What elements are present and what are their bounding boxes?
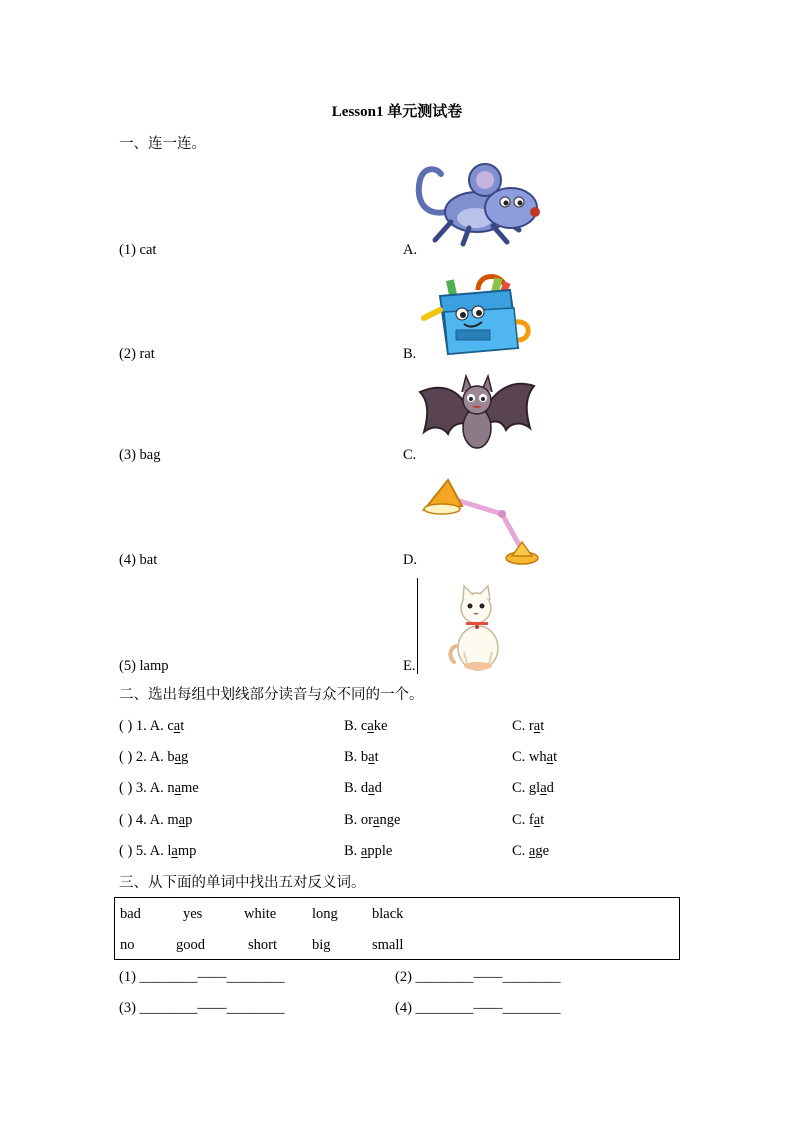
match-word-3: (3) bag [119,447,161,463]
answer-blank-2[interactable]: (2) ________——________ [395,969,561,985]
word-black: black [372,906,404,922]
word-small: small [372,937,404,953]
question-2-option-a-label: ( ) 2. A. [119,749,168,765]
underlined-letter: a [174,780,182,796]
word-long: long [312,906,338,922]
match-word-2: (2) rat [119,346,155,362]
underlined-letter: a [546,749,554,765]
word-bad: bad [120,906,141,922]
word-part: ke [373,718,388,734]
underlined-letter: a [368,780,375,796]
underlined-letter: a [173,718,181,734]
word-no: no [120,937,135,953]
underlined-letter: a [178,812,186,828]
word-part: c [360,718,368,734]
word-white: white [244,906,277,922]
match-letter-d: D. [403,552,418,568]
question-2-option-b [344,748,379,766]
word-part: t [540,812,545,828]
question-3-option-b [344,779,382,797]
word-part: d [546,780,554,796]
word-big: big [312,937,331,953]
question-5-option-b [344,842,392,860]
divider-line [417,578,418,674]
match-letter-b: B. [403,346,417,362]
question-1-option-c-label: C. [512,718,529,734]
bat-picture [418,372,536,460]
underlined-letter: a [360,843,368,859]
word-part: t [553,749,558,765]
desk-lamp-picture [418,476,538,568]
word-part: r [528,718,534,734]
underlined-letter: a [174,749,182,765]
word-part: me [181,780,199,796]
question-1-option-b-label: B. [344,718,361,734]
word-part: n [167,780,175,796]
answer-blank-1[interactable]: (1) ________——________ [119,969,285,985]
word-short: short [248,937,277,953]
word-part: c [167,718,174,734]
question-3-option-a-label: ( ) 3. A. [119,780,168,796]
question-1-option-c [512,717,544,735]
word-part: m [167,812,179,828]
word-part: p [185,812,193,828]
question-4-option-c-label: C. [512,812,529,828]
word-part: d [360,780,369,796]
underlined-letter: a [533,812,541,828]
cat-picture [446,582,508,672]
word-good: good [176,937,205,953]
question-1-option-a [119,717,184,735]
question-4-option-c [512,811,544,829]
underlined-letter: a [533,718,541,734]
word-part: t [540,718,545,734]
answer-blank-3[interactable]: (3) ________——________ [119,1000,285,1016]
word-part: mp [177,843,197,859]
match-word-4: (4) bat [119,552,158,568]
word-part: g [181,749,189,765]
match-letter-a: A. [403,242,418,258]
word-part: pple [367,843,393,859]
match-word-1: (1) cat [119,242,157,258]
word-part: l [167,843,172,859]
word-part: b [360,749,369,765]
word-part: d [374,780,382,796]
word-part: wh [528,749,547,765]
question-5-option-b-label: B. [344,843,361,859]
section3-heading: 三、从下面的单词中找出五对反义词。 [119,875,366,891]
underlined-letter: a [171,843,178,859]
answer-blank-4[interactable]: (4) ________——________ [395,1000,561,1016]
match-word-5: (5) lamp [119,658,169,674]
question-5-option-a-label: ( ) 5. A. [119,843,168,859]
schoolbag-picture [420,270,535,358]
page-title: Lesson1 单元测试卷 [331,104,463,120]
question-2-option-a [119,748,188,766]
word-part: gl [528,780,541,796]
question-5-option-a [119,842,196,860]
underlined-letter: a [373,812,380,828]
word-part: b [167,749,175,765]
question-5-option-c [512,842,549,860]
question-3-option-c-label: C. [512,780,529,796]
question-2-option-b-label: B. [344,749,361,765]
match-letter-e: E. [403,658,416,674]
underlined-letter: a [367,718,374,734]
question-4-option-b-label: B. [344,812,361,828]
question-3-option-b-label: B. [344,780,361,796]
question-4-option-a-label: ( ) 4. A. [119,812,168,828]
word-part: or [360,812,374,828]
word-part: ge [535,843,550,859]
question-4-option-a [119,811,192,829]
question-2-option-c-label: C. [512,749,529,765]
section1-heading: 一、连一连。 [119,136,206,152]
question-3-option-a [119,779,199,797]
question-5-option-c-label: C. [512,843,529,859]
question-1-option-b [344,717,387,735]
word-part: t [180,718,185,734]
question-1-option-a-label: ( ) 1. A. [119,718,168,734]
word-yes: yes [183,906,203,922]
mouse-picture [415,160,540,248]
underlined-letter: a [540,780,547,796]
word-part: f [528,812,534,828]
match-letter-c: C. [403,447,417,463]
question-4-option-b [344,811,400,829]
question-2-option-c [512,748,557,766]
underlined-letter: a [528,843,536,859]
word-part: nge [379,812,401,828]
word-part: t [374,749,379,765]
underlined-letter: a [368,749,375,765]
section2-heading: 二、选出每组中划线部分读音与众不同的一个。 [119,687,424,703]
question-3-option-c [512,779,554,797]
